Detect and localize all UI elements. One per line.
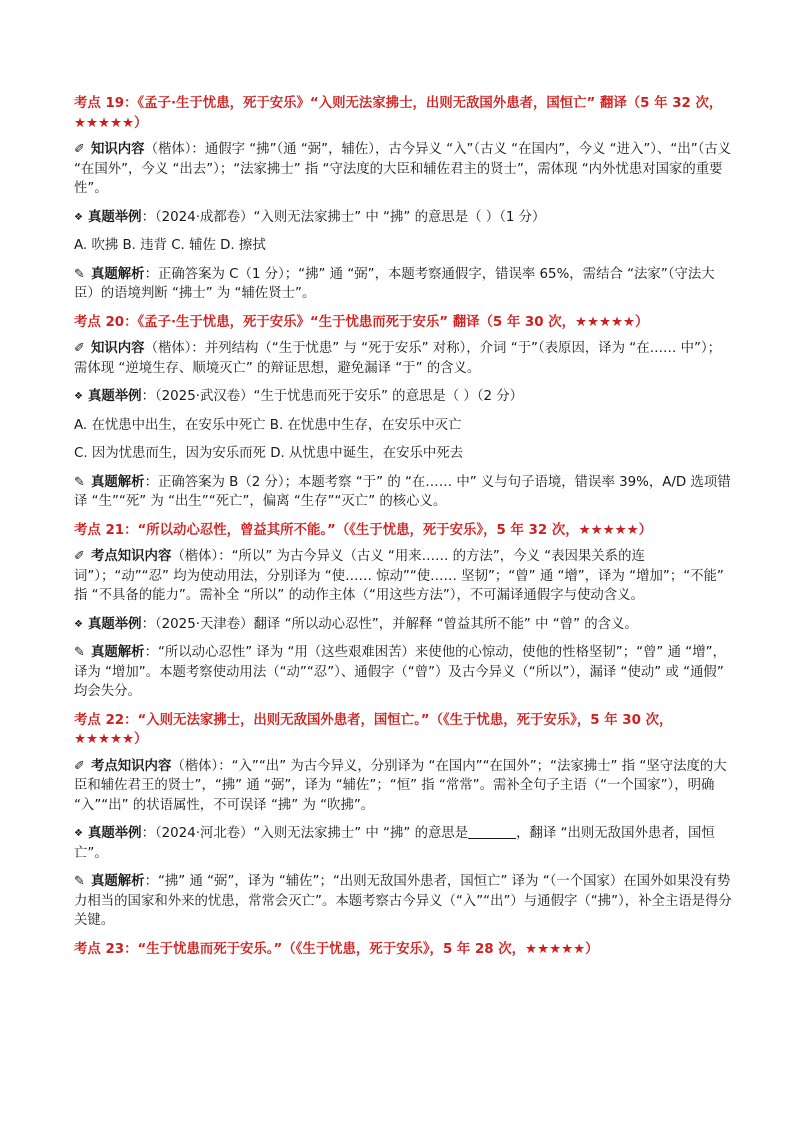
example-paragraph	[74, 824, 734, 863]
example-label: 真题举例	[88, 616, 142, 632]
analysis-label: 真题解析	[91, 474, 145, 490]
example-text: ：（2025·武汉卷）“生于忧患而死于安乐” 的意思是（ ）（2 分）	[141, 389, 524, 404]
diamond-icon: ❖	[74, 391, 83, 402]
knowledge-paragraph	[74, 757, 734, 816]
analysis-text: ：“所以动心忍性” 译为 “用（这些艰难困苦）来使他的心惊动，使他的性格坚韧”；“曾” 通 “增”，译为 “增加”。本题考察使动用法（“动”“忍”）、通假字（“曾”）及古今异义（“所以”），漏译 “使动” 或 “通假” 均会失分。	[74, 645, 726, 699]
example-paragraph	[74, 387, 734, 407]
example-paragraph	[74, 208, 734, 228]
example-text: ：（2025·天津卷）翻译 “所以动心忍性”，并解释 “曾益其所不能” 中 “曾” 的含义。	[141, 616, 638, 632]
knowledge-label: 考点知识内容	[91, 549, 172, 564]
edit-pen-icon: ✎	[74, 645, 85, 660]
pencil-icon: ✐	[74, 549, 85, 564]
diamond-icon: ❖	[74, 211, 83, 223]
section-title: 考点 21：“所以动心忍性，曾益其所不能。”（《生于忧患，死于安乐》，5 年 32 次，★★★★★）	[74, 522, 653, 538]
knowledge-label: 考点知识内容	[91, 758, 172, 774]
knowledge-text: （楷体）：“入”“出” 为古今异义，分别译为 “在国内”“在国外”；“法家拂士” 指 “坚守法度的大臣和辅佐君王的贤士”，“拂” 通 “弼”，译为 “辅佐”；“恒” 指 “常常”。需补全句子主语（“一个国家”），明确 “入”“出” 的状语属性，不可误译 “拂” 为 “吹拂”。	[74, 758, 727, 813]
edit-pen-icon: ✎	[74, 874, 85, 889]
analysis-text: ：正确答案为 B（2 分）；本题考察 “于” 的 “在…… 中” 义与句子语境，错误率 39%，A/D 选项错译 “生”“死” 为 “出生”“死亡”，偏离 “生存”“灭亡” 的核心义。	[74, 474, 731, 509]
edit-pen-icon: ✎	[74, 474, 85, 490]
analysis-paragraph	[74, 643, 734, 702]
analysis-label: 真题解析	[91, 645, 145, 660]
section-19	[74, 94, 734, 304]
pencil-icon: ✐	[74, 341, 85, 356]
edit-pen-icon: ✎	[74, 266, 85, 282]
example-text-after-blank: ，翻译 “出则无敌国外患者，国恒亡”。	[74, 826, 715, 861]
analysis-paragraph	[74, 473, 734, 512]
example-text: ：（2024·成都卷）“入则无法家拂士” 中 “拂” 的意思是（ ）（1 分）	[141, 209, 546, 225]
analysis-paragraph	[74, 265, 734, 304]
knowledge-paragraph	[74, 339, 734, 378]
pencil-icon: ✐	[74, 758, 85, 774]
section-22	[74, 711, 734, 931]
analysis-text: ：“拂” 通 “弼”，译为 “辅佐”；“出则无敌国外患者，国恒亡” 译为 “（一个国家）在国外如果没有势力相当的国家和外来的忧患，常常会灭亡”。本题考察古今异义（“入”“出”）与通假字（“拂”），补全主语是得分关键。	[74, 874, 732, 928]
knowledge-text: （楷体）：通假字 “拂”（通 “弼”，辅佐），古今异义 “入”（古义 “在国内”，今义 “进入”）、“出”（古义 “在国外”，今义 “出去”）；“法家拂士” 指 “守法度的大臣和辅佐君主的贤士”，需体现 “内外忧患对国家的重要性”。	[74, 142, 732, 196]
knowledge-label: 知识内容	[91, 142, 145, 157]
section-title: 考点 22：“入则无法家拂士，出则无敌国外患者，国恒亡。”（《生于忧患，死于安乐》，5 年 30 次，★★★★★）	[74, 712, 673, 747]
diamond-icon: ❖	[74, 828, 83, 839]
example-label: 真题举例	[88, 389, 142, 404]
options-line: A. 吹拂 B. 违背 C. 辅佐 D. 擦拭	[74, 238, 266, 253]
options-line: C. 因为忧患而生，因为安乐而死 D. 从忧患中诞生，在安乐中死去	[74, 446, 464, 461]
section-title: 考点 19：《孟子·生于忧患，死于安乐》“入则无法家拂士，出则无敌国外患者，国恒亡” 翻译（5 年 32 次，★★★★★）	[74, 96, 723, 131]
options-line: A. 在忧患中出生，在安乐中死亡 B. 在忧患中生存，在安乐中灭亡	[74, 417, 462, 433]
pencil-icon: ✐	[74, 142, 85, 157]
example-paragraph	[74, 615, 734, 635]
knowledge-label: 知识内容	[91, 341, 145, 356]
knowledge-text: （楷体）：“所以” 为古今异义（古义 “用来…… 的方法”，今义 “表因果关系的连词”）；“动”“忍” 均为使动用法，分别译为 “使…… 惊动”“使…… 坚韧”；“曾” 通 “增”，译为 “增加”；“不能” 指 “不具备的能力”。需补全 “所以” 的动作主体（“用这些方法”），不可漏译通假字与使动含义。	[74, 549, 724, 603]
section-title: 考点 23：“生于忧患而死于安乐。”（《生于忧患，死于安乐》，5 年 28 次，★★★★★）	[74, 941, 599, 957]
analysis-label: 真题解析	[91, 874, 145, 889]
analysis-paragraph	[74, 872, 734, 931]
analysis-label: 真题解析	[91, 266, 145, 282]
document-page	[74, 94, 734, 966]
section-23	[74, 940, 734, 960]
example-label: 真题举例	[88, 209, 142, 225]
knowledge-paragraph	[74, 140, 734, 199]
example-text-before-blank: ：（2024·河北卷）“入则无法家拂士” 中 “拂” 的意思是	[141, 826, 469, 841]
diamond-icon: ❖	[74, 618, 83, 630]
answer-blank	[468, 826, 516, 839]
section-20	[74, 313, 734, 512]
example-label: 真题举例	[88, 826, 142, 841]
analysis-text: ：正确答案为 C（1 分）；“拂” 通 “弼”，本题考察通假字，错误率 65%，需结合 “法家”（守法大臣）的语境判断 “拂士” 为 “辅佐贤士”。	[74, 266, 715, 301]
section-21	[74, 521, 734, 702]
section-title: 考点 20：《孟子·生于忧患，死于安乐》“生于忧患而死于安乐” 翻译（5 年 30 次，★★★★★）	[74, 314, 649, 330]
knowledge-paragraph	[74, 547, 734, 606]
knowledge-text: （楷体）：并列结构（“生于忧患” 与 “死于安乐” 对称），介词 “于”（表原因，译为 “在…… 中”）；需体现 “逆境生存、顺境灭亡” 的辩证思想，避免漏译 “于” 的含义。	[74, 341, 722, 376]
